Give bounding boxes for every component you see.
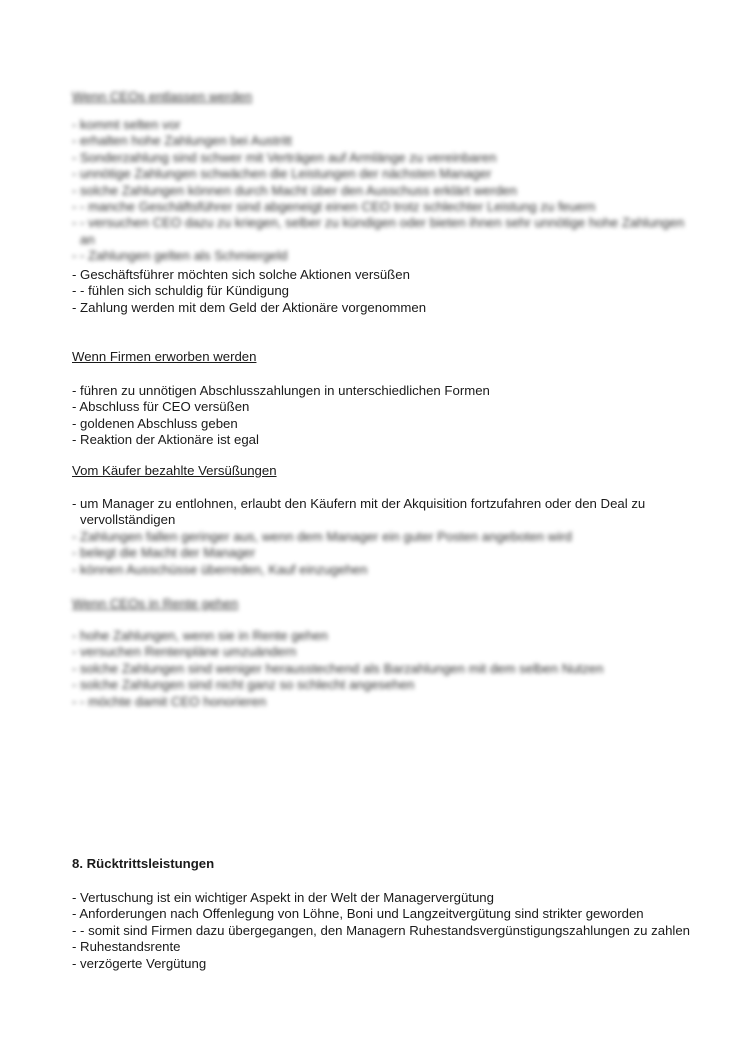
list-item: - - fühlen sich schuldig für Kündigung (72, 283, 289, 299)
list-item: - Geschäftsführer möchten sich solche Aktionen versüßen (72, 267, 410, 282)
list-item: - Ruhestandsrente (72, 939, 181, 955)
section-acquisition (72, 349, 692, 449)
section-ceo-dismissal-visible (72, 267, 692, 316)
list-item: - Zahlung werden mit dem Geld der Aktionäre vorgenommen (72, 299, 427, 315)
section-heading-retirement: Wenn CEOs in Rente gehen (72, 596, 239, 611)
section-resignation-benefits (72, 856, 692, 972)
list-item: - goldenen Abschluss geben (72, 415, 238, 431)
list-item: - - Zahlungen gelten als Schmiergeld (72, 248, 288, 264)
list-item: - verzögerte Vergütung (72, 955, 207, 971)
ceo-dismissal-visible-list (72, 267, 692, 316)
list-item: - solche Zahlungen können durch Macht über den Ausschuss erklärt werden (72, 182, 517, 198)
list-item: - Anforderungen nach Offenlegung von Löhne, Boni und Langzeitvergütung sind strikter geworden (72, 906, 644, 922)
list-item: - solche Zahlungen sind nicht ganz so schlecht angesehen (72, 677, 415, 693)
list-item: - belegt die Macht der Manager (72, 545, 256, 561)
list-item: - - manche Geschäftsführer sind abgeneigt einen CEO trotz schlechter Leistung zu feuern (72, 199, 596, 215)
list-item: - - versuchen CEO dazu zu kriegen, selber zu kündigen oder bieten ihnen sehr unnötige hohe Zahlungen an (72, 215, 688, 247)
list-item: - Zahlungen fallen geringer aus, wenn dem Manager ein guter Posten angeboten wird (72, 528, 572, 544)
list-item: - können Ausschüsse überreden, Kauf einzugehen (72, 561, 368, 577)
list-item: - - möchte damit CEO honorieren (72, 693, 267, 709)
list-item: - - somit sind Firmen dazu übergegangen, den Managern Ruhestandsvergünstigungszahlungen zu zahlen (72, 922, 691, 938)
list-item: - unnötige Zahlungen schwächen die Leistungen der nächsten Manager (72, 166, 492, 182)
section-ceo-dismissal-blurred (72, 89, 692, 265)
list-item: - kommt selten vor (72, 117, 181, 132)
buyer-sweeteners-blurred-list (72, 529, 692, 578)
section-buyer-sweeteners (72, 463, 692, 578)
retirement-list (72, 628, 692, 710)
list-item: - um Manager zu entlohnen, erlaubt den Käufern mit der Akquisition fortzufahren oder den Deal zu vervollständigen (72, 496, 649, 528)
list-item: - Vertuschung ist ein wichtiger Aspekt in der Welt der Managervergütung (72, 890, 494, 905)
section-heading-acquisition: Wenn Firmen erworben werden (72, 349, 257, 364)
section-retirement (72, 596, 692, 710)
list-item: - hohe Zahlungen, wenn sie in Rente gehen (72, 628, 328, 643)
ceo-dismissal-blurred-list (72, 117, 692, 265)
acquisition-list (72, 383, 692, 449)
section-title-resignation-benefits: 8. Rücktrittsleistungen (72, 856, 215, 871)
section-heading-ceo-dismissal: Wenn CEOs entlassen werden (72, 89, 253, 104)
list-item: - führen zu unnötigen Abschlusszahlungen in unterschiedlichen Formen (72, 383, 490, 398)
resignation-benefits-list (72, 890, 692, 972)
list-item: - Sonderzahlung sind schwer mit Verträgen auf Armlänge zu vereinbaren (72, 149, 497, 165)
list-item: - erhalten hohe Zahlungen bei Austritt (72, 133, 292, 149)
buyer-sweeteners-list (72, 496, 692, 529)
list-item: - solche Zahlungen sind weniger herausstechend als Barzahlungen mit dem selben Nutzen (72, 660, 604, 676)
list-item: - Reaktion der Aktionäre ist egal (72, 432, 259, 448)
list-item: - Abschluss für CEO versüßen (72, 399, 250, 415)
list-item: - versuchen Rentenpläne umzuändern (72, 644, 297, 660)
section-heading-buyer-sweeteners: Vom Käufer bezahlte Versüßungen (72, 463, 277, 478)
